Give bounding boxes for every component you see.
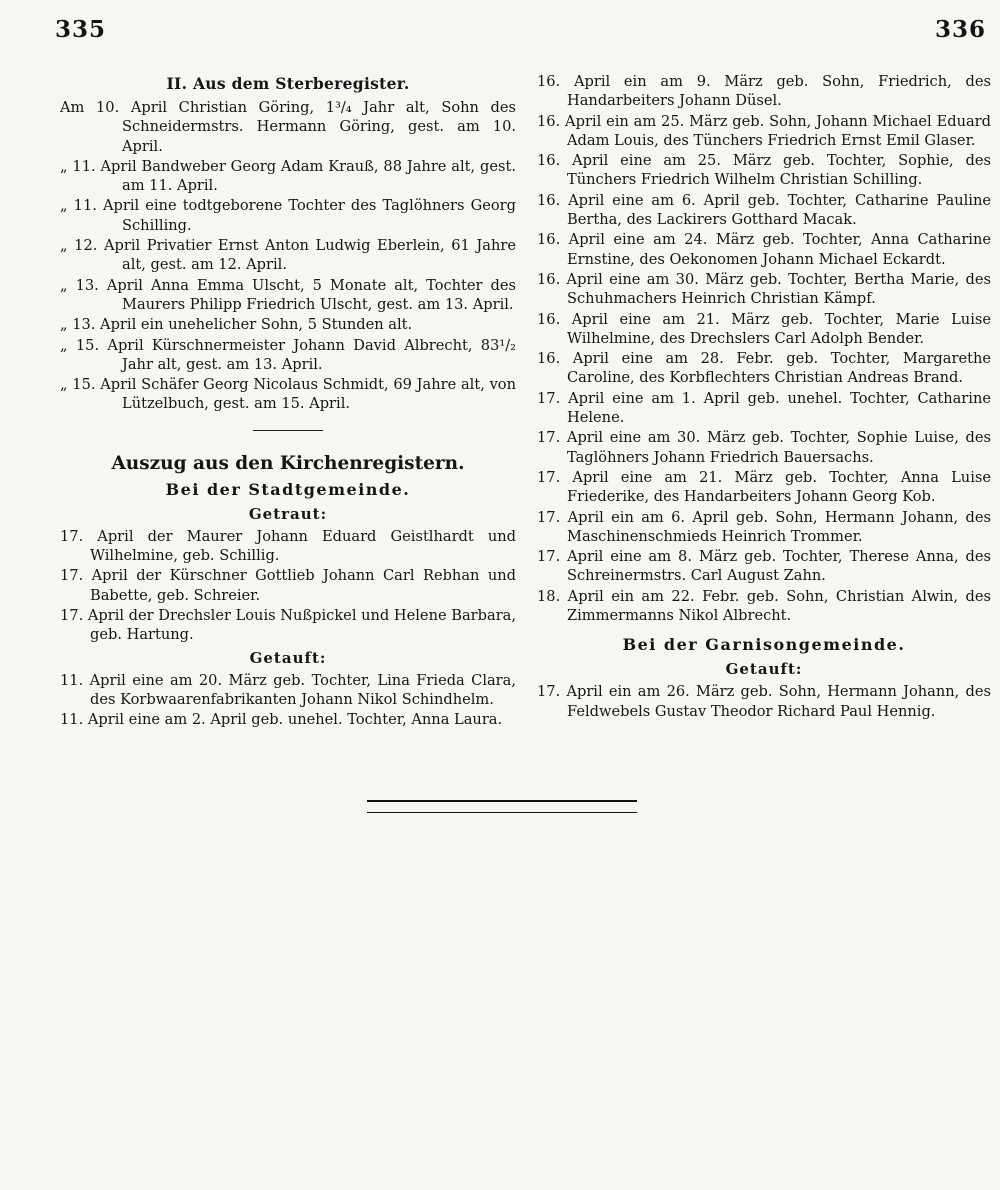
death-register-heading: II. Aus dem Sterberegister. — [166, 74, 410, 93]
marriage-entry: 17. April der Maurer Johann Eduard Geistlhardt und Wilhelmine, geb. Schillig. — [60, 527, 516, 565]
baptism-entry: 16. April eine am 28. Febr. geb. Tochter, Margarethe Caroline, des Korbflechters Christian Andreas Brand. — [537, 350, 991, 387]
baptized-heading: Getauft: — [249, 648, 327, 667]
baptism-entry: 11. April eine am 2. April geb. unehel. Tochter, Anna Laura. — [60, 711, 503, 729]
baptism-entry: 17. April eine am 8. März geb. Tochter, Therese Anna, des Schreinermstrs. Carl August Zahn. — [537, 548, 991, 585]
baptism-entry: 17. April eine am 30. März geb. Tochter, Sophie Luise, des Taglöhners Johann Friedrich Bauersachs. — [537, 429, 991, 466]
city-parish-heading: Bei der Stadtgemeinde. — [165, 479, 411, 499]
baptized-list-right — [537, 72, 991, 625]
death-list — [60, 98, 516, 414]
garrison-baptized-heading: Getauft: — [725, 660, 803, 679]
marriage-entry: 17. April der Kürschner Gottlieb Johann Carl Rebhan und Babette, geb. Schreier. — [60, 567, 516, 604]
death-entry: „ 15. April Kürschnermeister Johann David Albrecht, 83¹/₂ Jahr alt, gest. am 13. April. — [60, 336, 516, 373]
baptism-entry: 18. April ein am 22. Febr. geb. Sohn, Christian Alwin, des Zimmermanns Nikol Albrecht. — [537, 587, 991, 625]
death-entry: „ 15. April Schäfer Georg Nicolaus Schmidt, 69 Jahre alt, von Lützelbuch, gest. am 15. April. — [60, 376, 516, 413]
baptism-entry: 16. April eine am 25. März geb. Tochter, Sophie, des Tünchers Friedrich Wilhelm Christian Schilling. — [537, 152, 991, 189]
death-entry: „ 11. April eine todtgeborene Tochter des Taglöhners Georg Schilling. — [60, 197, 516, 234]
extract-heading: Auszug aus den Kirchenregistern. — [111, 452, 465, 474]
married-list — [60, 527, 516, 645]
end-rule — [367, 800, 637, 813]
marriage-entry: 17. April der Drechsler Louis Nußpickel und Helene Barbara, geb. Hartung. — [60, 606, 517, 644]
death-entry: „ 13. April Anna Emma Ulscht, 5 Monate alt, Tochter des Maurers Philipp Friedrich Ulscht, gest. am 13. April. — [60, 276, 516, 313]
page-number-right: 336 — [934, 16, 986, 43]
page-number-left: 335 — [55, 16, 107, 43]
baptism-entry: 16. April eine am 6. April geb. Tochter, Catharine Pauline Bertha, des Lackirers Gotthard Macak. — [537, 191, 991, 229]
death-entry: „ 13. April ein unehelicher Sohn, 5 Stunden alt. — [60, 316, 413, 334]
baptism-entry: 16. April ein am 9. März geb. Sohn, Friedrich, des Handarbeiters Johann Düsel. — [537, 73, 991, 110]
baptism-entry: 16. April eine am 24. März geb. Tochter, Anna Catharine Ernstine, des Oekonomen Johann Michael Eckardt. — [537, 231, 991, 268]
baptism-entry: 16. April eine am 21. März geb. Tochter, Marie Luise Wilhelmine, des Drechslers Carl Adolph Bender. — [537, 310, 991, 347]
death-entry: „ 12. April Privatier Ernst Anton Ludwig Eberlein, 61 Jahre alt, gest. am 12. April. — [60, 237, 516, 274]
baptism-entry: 16. April eine am 30. März geb. Tochter, Bertha Marie, des Schuhmachers Heinrich Christian Kämpf. — [537, 270, 991, 308]
death-entry: „ 11. April Bandweber Georg Adam Krauß, 88 Jahre alt, gest. am 11. April. — [60, 157, 516, 195]
baptized-list-left — [60, 671, 516, 730]
baptism-entry: 17. April eine am 21. März geb. Tochter, Anna Luise Friederike, des Handarbeiters Johann Georg Kob. — [537, 468, 991, 506]
left-column — [60, 72, 516, 730]
garrison-baptized-list — [537, 682, 991, 721]
garrison-baptism-entry: 17. April ein am 26. März geb. Sohn, Hermann Johann, des Feldwebels Gustav Theodor Richard Paul Hennig. — [537, 683, 991, 720]
section-divider — [253, 430, 323, 431]
married-heading: Getraut: — [248, 504, 328, 523]
garrison-heading: Bei der Garnisongemeinde. — [622, 635, 906, 655]
baptism-entry: 17. April ein am 6. April geb. Sohn, Hermann Johann, des Maschinenschmieds Heinrich Trommer. — [537, 508, 991, 545]
right-column — [537, 72, 991, 722]
baptism-entry: 17. April eine am 1. April geb. unehel. Tochter, Catharine Helene. — [537, 389, 991, 427]
baptism-entry: 11. April eine am 20. März geb. Tochter, Lina Frieda Clara, des Korbwaarenfabrikanten Johann Nikol Schindhelm. — [60, 671, 516, 708]
baptism-entry: 16. April ein am 25. März geb. Sohn, Johann Michael Eduard Adam Louis, des Tünchers Friedrich Ernst Emil Glaser. — [537, 112, 991, 149]
death-entry: Am 10. April Christian Göring, 1³/₄ Jahr alt, Sohn des Schneidermstrs. Hermann Göring, gest. am 10. April. — [60, 99, 516, 155]
